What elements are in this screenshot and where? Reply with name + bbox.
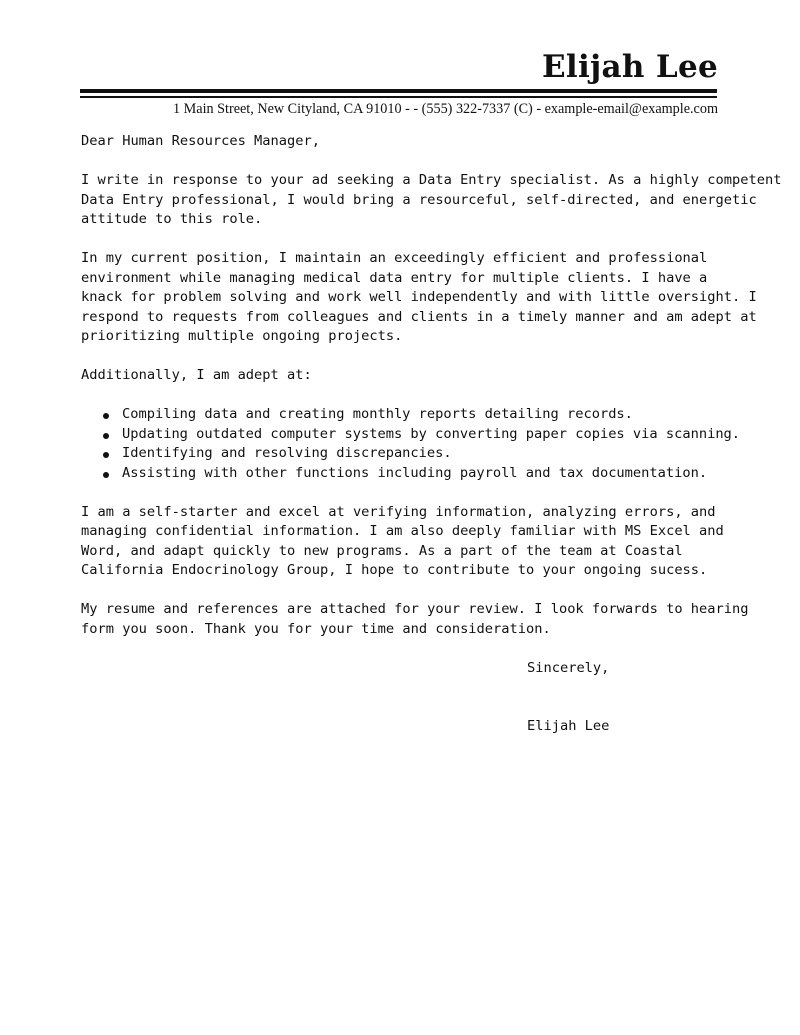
- header-rule-thick: [80, 89, 717, 93]
- selfstarter-line: managing confidential information. I am also deeply familiar with MS Excel and: [81, 523, 724, 539]
- bullet-icon: [103, 472, 109, 478]
- intro-line: attitude to this role.: [81, 211, 263, 227]
- intro-paragraph: [81, 171, 782, 230]
- signature: Elijah Lee: [527, 718, 610, 734]
- position-line: In my current position, I maintain an exceedingly efficient and professional: [81, 250, 708, 266]
- resume-line: form you soon. Thank you for your time and consideration.: [81, 620, 551, 637]
- skill-text: Compiling data and creating monthly reports detailing records.: [122, 406, 633, 422]
- intro-line: Data Entry professional, I would bring a resourceful, self-directed, and energetic: [81, 191, 757, 208]
- position-line: knack for problem solving and work well independently and with little oversight. I: [81, 289, 757, 305]
- selfstarter-line: California Endocrinology Group, I hope to contribute to your ongoing sucess.: [81, 562, 708, 578]
- skill-item: [81, 405, 731, 425]
- resume-line: My resume and references are attached for your review. I look forwards to hearing: [81, 601, 749, 617]
- skill-item: [81, 425, 741, 445]
- selfstarter-paragraph: [81, 503, 731, 581]
- bullet-icon: [103, 433, 109, 439]
- header-rule-thin: [80, 96, 717, 98]
- skill-item: [81, 464, 731, 484]
- greeting: Dear Human Resources Manager,: [81, 133, 320, 149]
- applicant-name: Elijah Lee: [541, 49, 718, 85]
- skill-text: Updating outdated computer systems by converting paper copies via scanning.: [122, 425, 741, 442]
- position-line: prioritizing multiple ongoing projects.: [81, 328, 403, 344]
- closing-block: [527, 659, 731, 737]
- selfstarter-line: I am a self-starter and excel at verifying information, analyzing errors, and: [81, 503, 716, 520]
- adept-intro: Additionally, I am adept at:: [81, 367, 312, 383]
- position-line: environment while managing medical data entry for multiple clients. I have a: [81, 269, 708, 286]
- skill-text: Assisting with other functions including payroll and tax documentation.: [122, 464, 708, 481]
- skills-list: [81, 405, 741, 483]
- intro-line: I write in response to your ad seeking a Data Entry specialist. As a highly competent: [81, 172, 782, 188]
- selfstarter-line: Word, and adapt quickly to new programs. As a part of the team at Coastal: [81, 542, 683, 559]
- resume-paragraph: [81, 600, 749, 639]
- skill-item: [81, 444, 731, 464]
- bullet-icon: [103, 452, 109, 458]
- skill-text: Identifying and resolving discrepancies.: [122, 445, 452, 461]
- closing: Sincerely,: [527, 659, 610, 676]
- bullet-icon: [103, 413, 109, 419]
- position-line: respond to requests from colleagues and clients in a timely manner and am adept at: [81, 308, 757, 325]
- position-paragraph: [81, 249, 757, 347]
- letter-body: [81, 132, 782, 737]
- contact-info: 1 Main Street, New Cityland, CA 91010 - - (555) 322-7337 (C) - example-email@example.com: [173, 101, 718, 117]
